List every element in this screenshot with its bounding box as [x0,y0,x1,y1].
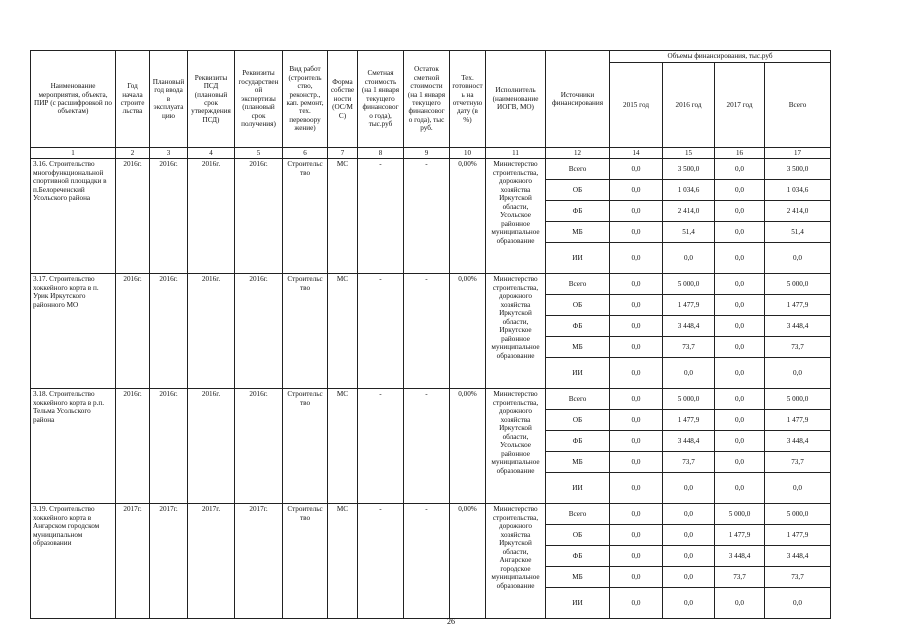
funding-source: МБ [546,222,610,243]
amount-2017: 0,0 [715,159,765,180]
amount-total: 0,0 [765,588,831,619]
funding-source: ИИ [546,588,610,619]
amount-2015: 0,0 [610,222,663,243]
funding-source: ФБ [546,316,610,337]
header-psd: Реквизиты ПСД (плановый срок утверждения ПСД) [188,51,235,148]
header-estimated-cost: Сметная стоимость (на 1 января текущего финансовог о года), тыс.руб [358,51,404,148]
amount-2015: 0,0 [610,410,663,431]
psd-date: 2017г. [188,504,235,619]
amount-2015: 0,0 [610,567,663,588]
funding-source: Всего [546,504,610,525]
column-number: 1 [31,148,116,159]
ownership-form: МС [328,389,358,504]
executor: Министерство строительства, дорожного хозяйства Иркутской области, Усольское районное муниципальное образование [486,389,546,504]
amount-2015: 0,0 [610,316,663,337]
remaining-cost: - [404,159,450,274]
amount-2015: 0,0 [610,159,663,180]
amount-2015: 0,0 [610,452,663,473]
amount-2017: 0,0 [715,588,765,619]
column-number: 4 [188,148,235,159]
funding-source: ОБ [546,180,610,201]
amount-total: 5 000,0 [765,389,831,410]
readiness: 0,00% [450,274,486,389]
funding-source: Всего [546,159,610,180]
amount-2016: 0,0 [663,525,715,546]
funding-source: ИИ [546,473,610,504]
work-type: Строительс тво [283,504,328,619]
column-number: 12 [546,148,610,159]
plan-year: 2016г. [150,274,188,389]
amount-2016: 0,0 [663,473,715,504]
column-number: 3 [150,148,188,159]
amount-2015: 0,0 [610,473,663,504]
amount-2015: 0,0 [610,243,663,274]
plan-year: 2016г. [150,159,188,274]
amount-2017: 0,0 [715,358,765,389]
header-name: Наименование мероприятия, объекта, ПИР (с расшифровкой по объектам) [31,51,116,148]
amount-2016: 0,0 [663,243,715,274]
amount-2015: 0,0 [610,431,663,452]
expertise-date: 2016г. [235,389,283,504]
table-body [31,159,831,619]
amount-2017: 5 000,0 [715,504,765,525]
start-year: 2016г. [116,274,150,389]
column-number: 17 [765,148,831,159]
object-name: 3.19. Строительство хоккейного корта в Ангарском городском муниципальном образовании [31,504,116,619]
object-name: 3.18. Строительство хоккейного корта в р.п. Тельма Усольского района [31,389,116,504]
amount-2015: 0,0 [610,504,663,525]
amount-2015: 0,0 [610,588,663,619]
table-row [31,504,831,525]
amount-2017: 1 477,9 [715,525,765,546]
amount-2017: 0,0 [715,337,765,358]
amount-total: 3 448,4 [765,316,831,337]
remaining-cost: - [404,274,450,389]
amount-2017: 3 448,4 [715,546,765,567]
amount-2016: 0,0 [663,588,715,619]
amount-2016: 0,0 [663,546,715,567]
amount-2015: 0,0 [610,546,663,567]
readiness: 0,00% [450,504,486,619]
column-number: 15 [663,148,715,159]
table-row [31,159,831,180]
amount-total: 5 000,0 [765,274,831,295]
amount-total: 2 414,0 [765,201,831,222]
amount-total: 0,0 [765,358,831,389]
amount-2016: 0,0 [663,567,715,588]
header-total: Всего [765,63,831,148]
column-number: 2 [116,148,150,159]
funding-source: ФБ [546,431,610,452]
amount-total: 1 477,9 [765,525,831,546]
amount-2016: 0,0 [663,504,715,525]
plan-year: 2016г. [150,389,188,504]
start-year: 2016г. [116,389,150,504]
header-ownership: Форма собстве ности (ОС/М С) [328,51,358,148]
work-type: Строительс тво [283,389,328,504]
amount-2015: 0,0 [610,358,663,389]
amount-2017: 0,0 [715,274,765,295]
financing-table [30,50,831,619]
amount-2017: 0,0 [715,473,765,504]
header-work-type: Вид работ (строитель ство, реконстр., кап. ремонт, тех. перевоору жение) [283,51,328,148]
funding-source: ИИ [546,243,610,274]
column-number: 7 [328,148,358,159]
amount-total: 73,7 [765,567,831,588]
header-2017: 2017 год [715,63,765,148]
amount-2017: 0,0 [715,431,765,452]
estimated-cost: - [358,504,404,619]
amount-2015: 0,0 [610,274,663,295]
amount-2015: 0,0 [610,201,663,222]
amount-2016: 73,7 [663,337,715,358]
amount-total: 1 477,9 [765,295,831,316]
column-number: 11 [486,148,546,159]
amount-total: 73,7 [765,452,831,473]
amount-2017: 73,7 [715,567,765,588]
header-executor: Исполнитель (наименование ИОГВ, МО) [486,51,546,148]
header-start-year: Год начала строите льства [116,51,150,148]
funding-source: ОБ [546,525,610,546]
amount-2015: 0,0 [610,389,663,410]
funding-source: МБ [546,567,610,588]
ownership-form: МС [328,504,358,619]
expertise-date: 2016г. [235,159,283,274]
amount-2017: 0,0 [715,316,765,337]
amount-2016: 1 477,9 [663,410,715,431]
column-number: 16 [715,148,765,159]
amount-2016: 3 500,0 [663,159,715,180]
amount-2015: 0,0 [610,295,663,316]
psd-date: 2016г. [188,159,235,274]
column-number: 9 [404,148,450,159]
column-number: 5 [235,148,283,159]
start-year: 2017г. [116,504,150,619]
column-number: 14 [610,148,663,159]
remaining-cost: - [404,504,450,619]
amount-2017: 0,0 [715,180,765,201]
column-number: 6 [283,148,328,159]
amount-2016: 3 448,4 [663,431,715,452]
amount-2016: 1 034,6 [663,180,715,201]
amount-2017: 0,0 [715,452,765,473]
amount-total: 3 500,0 [765,159,831,180]
amount-total: 0,0 [765,473,831,504]
amount-2016: 3 448,4 [663,316,715,337]
column-numbers-row [31,148,831,159]
table-row [31,389,831,410]
table-row [31,274,831,295]
work-type: Строительс тво [283,274,328,389]
amount-2016: 51,4 [663,222,715,243]
executor: Министерство строительства, дорожного хозяйства Иркутской области, Ангарское городское муниципальное образование [486,504,546,619]
column-number: 8 [358,148,404,159]
amount-total: 3 448,4 [765,431,831,452]
amount-total: 1 477,9 [765,410,831,431]
amount-2017: 0,0 [715,389,765,410]
amount-2017: 0,0 [715,410,765,431]
amount-total: 51,4 [765,222,831,243]
amount-total: 1 034,6 [765,180,831,201]
funding-source: ФБ [546,546,610,567]
object-name: 3.16. Строительство многофункциональной спортивной площадки в п.Белореченский Усольского района [31,159,116,274]
amount-2016: 2 414,0 [663,201,715,222]
amount-2016: 73,7 [663,452,715,473]
funding-source: МБ [546,452,610,473]
work-type: Строительс тво [283,159,328,274]
expertise-date: 2017г. [235,504,283,619]
header-2016: 2016 год [663,63,715,148]
amount-2015: 0,0 [610,337,663,358]
estimated-cost: - [358,159,404,274]
psd-date: 2016г. [188,274,235,389]
header-plan-year: Плановый год ввода в эксплуата цию [150,51,188,148]
remaining-cost: - [404,389,450,504]
plan-year: 2017г. [150,504,188,619]
amount-total: 73,7 [765,337,831,358]
header-sources: Источники финансирования [546,51,610,148]
executor: Министерство строительства, дорожного хозяйства Иркутской области, Усольское районное муниципальное образование [486,159,546,274]
estimated-cost: - [358,274,404,389]
psd-date: 2016г. [188,389,235,504]
header-readiness: Тех. готовност ь на отчетную дату (в %) [450,51,486,148]
funding-source: ОБ [546,295,610,316]
amount-2016: 5 000,0 [663,274,715,295]
header-remaining-cost: Остаток сметной стоимости (на 1 января текущего финансовог о года), тыс руб. [404,51,450,148]
estimated-cost: - [358,389,404,504]
header-2015: 2015 год [610,63,663,148]
amount-total: 3 448,4 [765,546,831,567]
funding-source: ОБ [546,410,610,431]
amount-2015: 0,0 [610,525,663,546]
ownership-form: МС [328,159,358,274]
header-expertise: Реквизиты государствен ой экспертизы (плановый срок получения) [235,51,283,148]
amount-total: 5 000,0 [765,504,831,525]
funding-source: МБ [546,337,610,358]
amount-2016: 1 477,9 [663,295,715,316]
amount-2017: 0,0 [715,222,765,243]
funding-source: Всего [546,274,610,295]
readiness: 0,00% [450,159,486,274]
page-number: 26 [447,617,455,626]
amount-2016: 5 000,0 [663,389,715,410]
funding-source: ФБ [546,201,610,222]
readiness: 0,00% [450,389,486,504]
amount-2017: 0,0 [715,243,765,274]
expertise-date: 2016г. [235,274,283,389]
amount-2017: 0,0 [715,295,765,316]
amount-total: 0,0 [765,243,831,274]
start-year: 2016г. [116,159,150,274]
header-funding-group: Объемы финансирования, тыс.руб [610,51,831,63]
funding-source: Всего [546,389,610,410]
column-number: 10 [450,148,486,159]
ownership-form: МС [328,274,358,389]
executor: Министерство строительства, дорожного хозяйства Иркутской области, Иркутское районное муниципальное образование [486,274,546,389]
funding-source: ИИ [546,358,610,389]
amount-2016: 0,0 [663,358,715,389]
amount-2015: 0,0 [610,180,663,201]
amount-2017: 0,0 [715,201,765,222]
object-name: 3.17. Строительство хоккейного корта в п. Урик Иркутского районного МО [31,274,116,389]
